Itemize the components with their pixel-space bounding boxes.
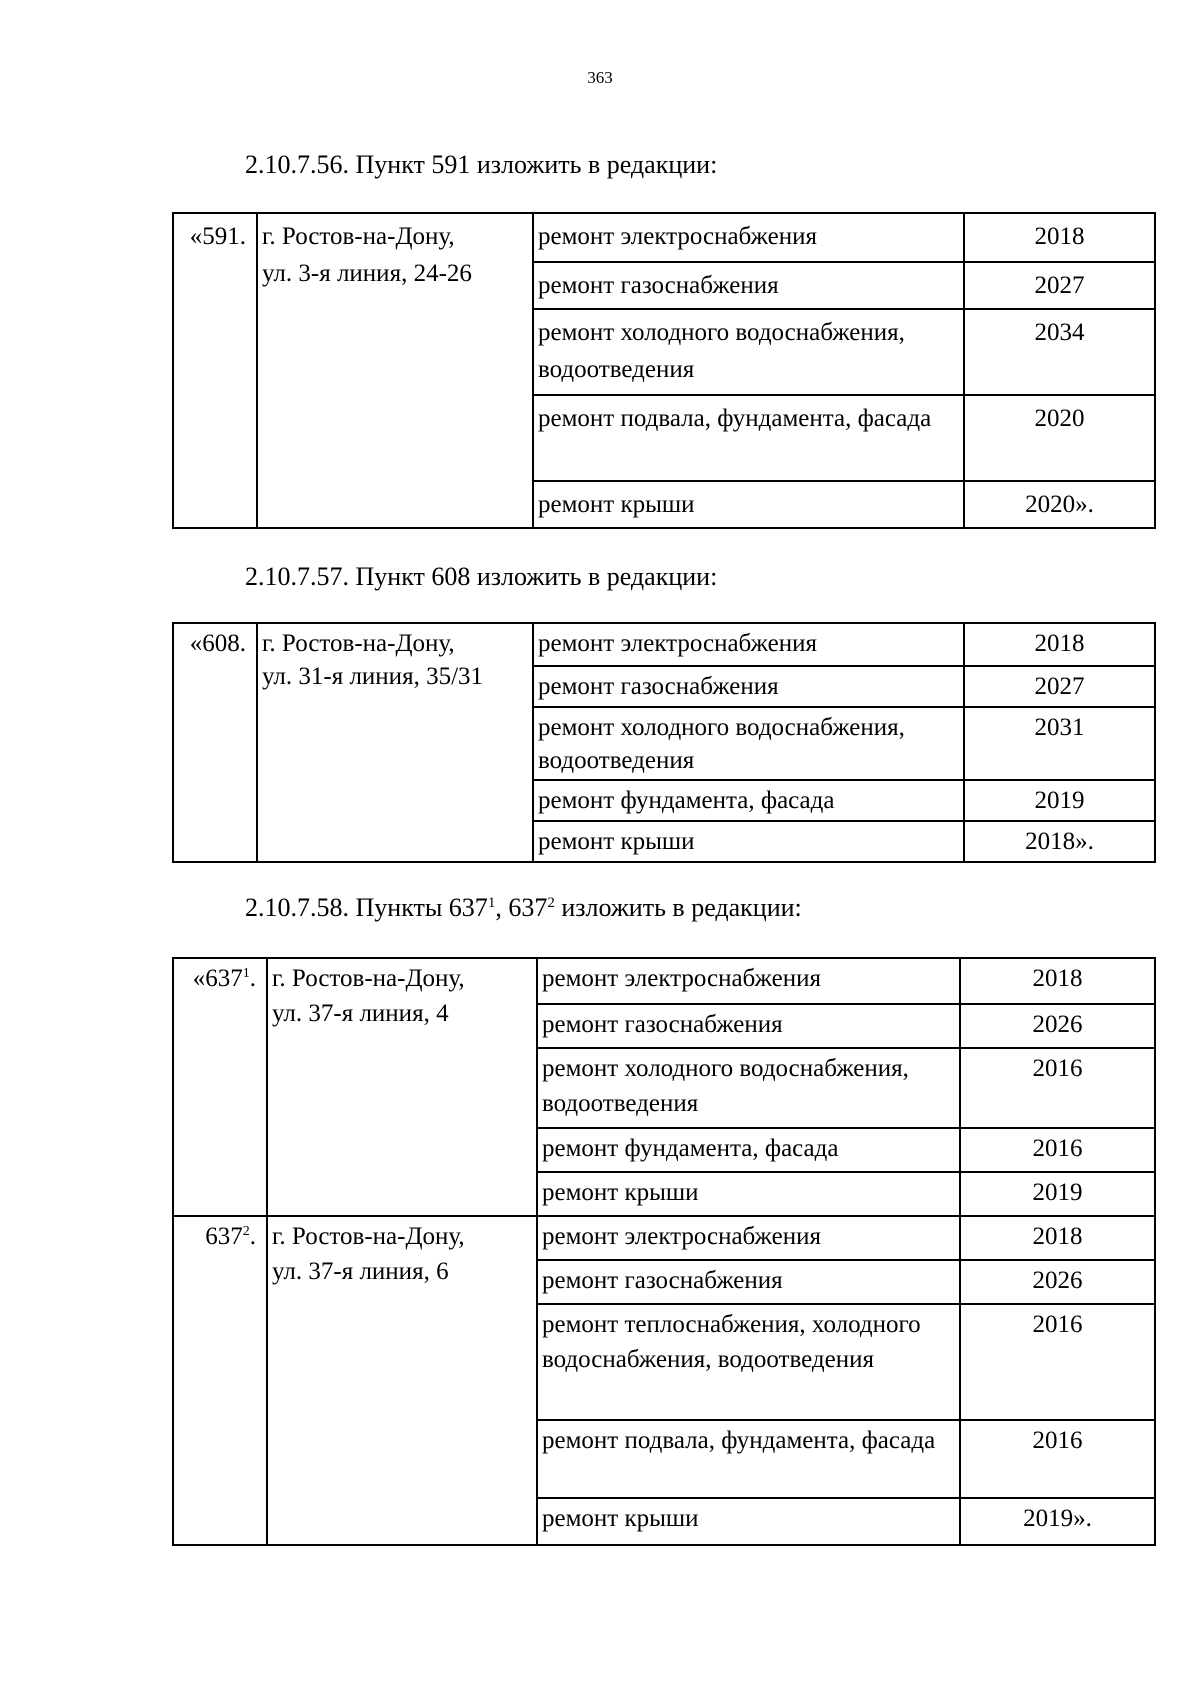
address-street: ул. 37-я линия, 4 [272, 1000, 449, 1027]
work-type: ремонт холодного водоснабжения, водоотведения [532, 308, 963, 394]
table-item-637 [172, 957, 1156, 1546]
work-year: 2016 [959, 1047, 1154, 1127]
work-year: 2018 [963, 624, 1154, 665]
work-year: 2031 [963, 706, 1154, 779]
address-street: ул. 3-я линия, 24-26 [262, 260, 472, 287]
page-number: 363 [587, 68, 613, 87]
work-type: ремонт электроснабжения [532, 624, 963, 665]
address-city: г. Ростов-на-Дону, [262, 630, 455, 657]
work-type: ремонт электроснабжения [536, 959, 959, 1003]
work-type: ремонт теплоснабжения, холодного водоснабжения, водоотведения [536, 1303, 959, 1419]
work-type: ремонт газоснабжения [532, 261, 963, 308]
work-year: 2019 [963, 779, 1154, 820]
heading-text: 2.10.7.58. Пункты 637 [245, 893, 488, 922]
work-year: 2020 [963, 394, 1154, 480]
work-type: ремонт холодного водоснабжения, водоотведения [536, 1047, 959, 1127]
work-year: 2019 [959, 1171, 1154, 1215]
item-number-sup: 1 [242, 966, 250, 981]
work-type: ремонт газоснабжения [532, 665, 963, 706]
work-year: 2018 [963, 214, 1154, 261]
work-year: 2027 [963, 261, 1154, 308]
address-city: г. Ростов-на-Дону, [262, 223, 455, 250]
work-year: 2020». [963, 480, 1154, 527]
address-street: ул. 37-я линия, 6 [272, 1258, 449, 1285]
work-year: 2018 [959, 1215, 1154, 1259]
work-type: ремонт крыши [536, 1171, 959, 1215]
table-item-591 [172, 212, 1156, 529]
work-type: ремонт электроснабжения [536, 1215, 959, 1259]
item-number-dot: . [249, 1223, 256, 1250]
item-number-sup: 2 [242, 1224, 250, 1239]
work-type: ремонт фундамента, фасада [536, 1127, 959, 1171]
item-number: «608. [189, 630, 246, 657]
item-number-text: 637 [205, 1223, 243, 1250]
table-item-608 [172, 622, 1156, 863]
item-address [256, 624, 532, 861]
section-heading-608: 2.10.7.57. Пункт 608 изложить в редакции: [245, 562, 718, 591]
item-address [266, 1215, 536, 1544]
work-year: 2016 [959, 1303, 1154, 1419]
work-type: ремонт крыши [532, 820, 963, 861]
work-year: 2016 [959, 1127, 1154, 1171]
work-year: 2018». [963, 820, 1154, 861]
work-year: 2019». [959, 1497, 1154, 1544]
work-type: ремонт крыши [536, 1497, 959, 1544]
heading-text: , 637 [495, 893, 548, 922]
section-heading-591: 2.10.7.56. Пункт 591 изложить в редакции: [245, 150, 718, 179]
work-type: ремонт газоснабжения [536, 1259, 959, 1303]
work-type: ремонт электроснабжения [532, 214, 963, 261]
work-year: 2018 [959, 959, 1154, 1003]
work-year: 2034 [963, 308, 1154, 394]
work-type: ремонт фундамента, фасада [532, 779, 963, 820]
item-number-dot: . [249, 965, 256, 992]
heading-sup: 2 [547, 895, 555, 911]
work-year: 2027 [963, 665, 1154, 706]
item-number [174, 959, 266, 1215]
section-heading-637 [245, 893, 802, 923]
item-address [256, 214, 532, 527]
address-city: г. Ростов-на-Дону, [272, 965, 465, 992]
work-type: ремонт газоснабжения [536, 1003, 959, 1047]
work-year: 2026 [959, 1003, 1154, 1047]
work-type: ремонт подвала, фундамента, фасада [532, 394, 963, 480]
address-street: ул. 31-я линия, 35/31 [262, 663, 484, 690]
address-city: г. Ростов-на-Дону, [272, 1223, 465, 1250]
work-type: ремонт подвала, фундамента, фасада [536, 1419, 959, 1497]
heading-sup: 1 [487, 895, 496, 911]
item-number-text: «637 [192, 965, 243, 992]
work-year: 2026 [959, 1259, 1154, 1303]
item-number: «591. [189, 223, 246, 250]
item-address [266, 959, 536, 1215]
item-number [174, 1215, 266, 1544]
work-type: ремонт холодного водоснабжения, водоотведения [532, 706, 963, 779]
heading-text: изложить в редакции: [554, 893, 802, 922]
work-year: 2016 [959, 1419, 1154, 1497]
work-type: ремонт крыши [532, 480, 963, 527]
